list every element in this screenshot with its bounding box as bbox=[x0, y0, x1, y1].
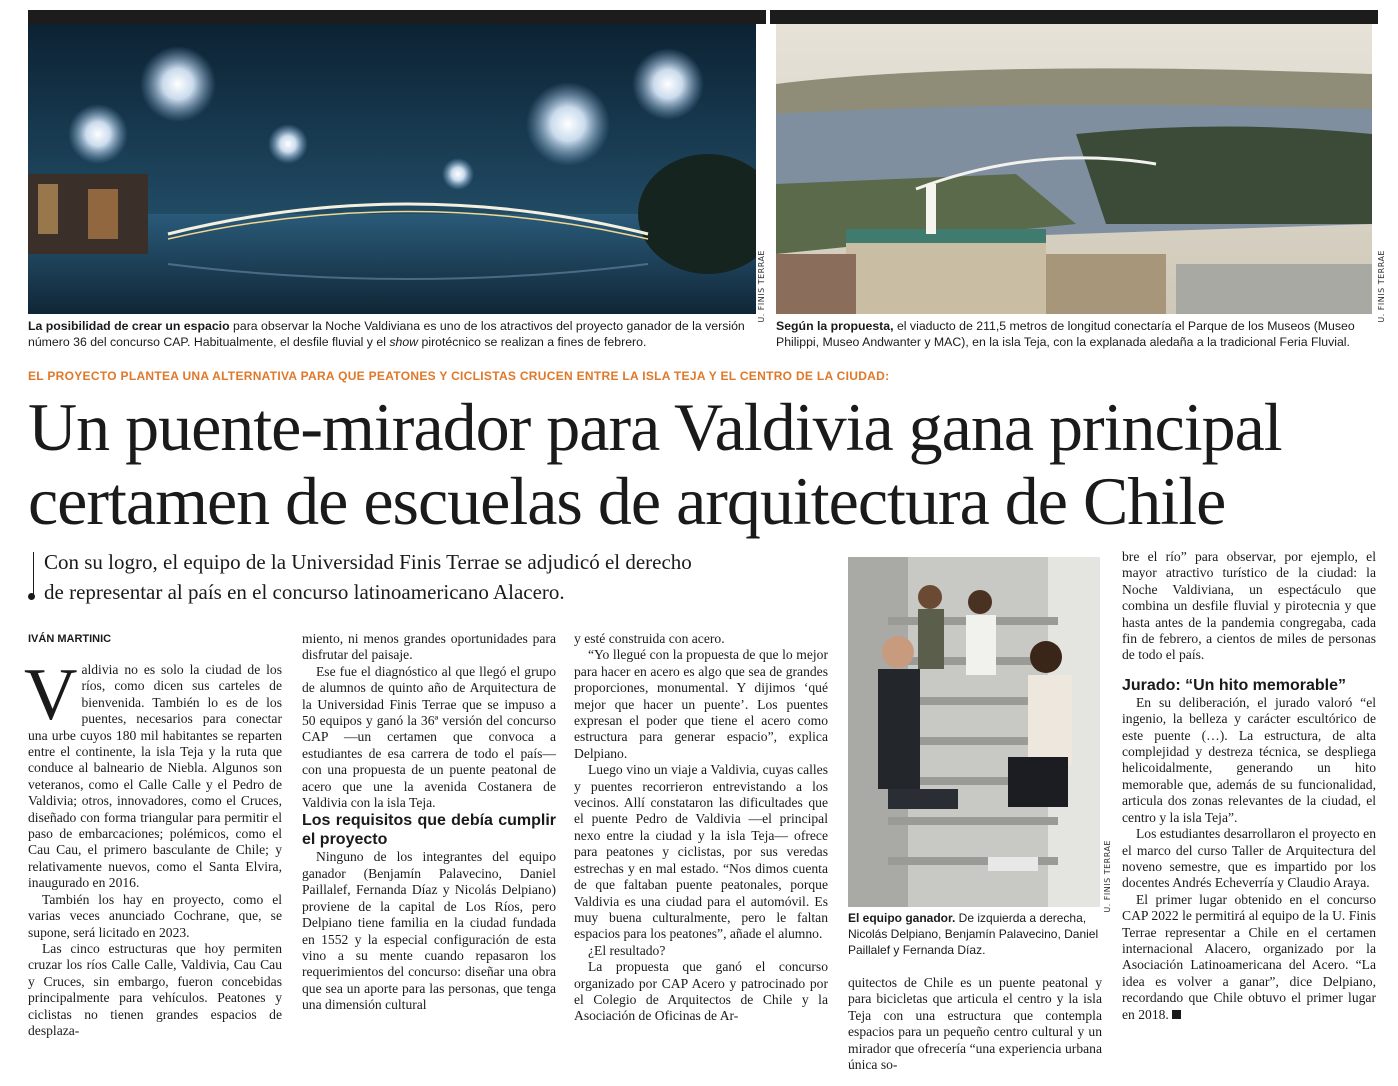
article-paragraph: “Yo llegué con la propuesta de que lo mejor para hacer en acero es algo que sea de grandes proporciones, monumental. Y dijimos ‘qué mejor que hacer un puente’. Los puentes expresan el poder que tiene el acero como estructura para generar espacio”, explica Delpiano. bbox=[574, 647, 828, 761]
team-photo-caption: El equipo ganador. De izquierda a derecha, Nicolás Delpiano, Benjamín Palavecino, Daniel Paillalef y Fernanda Díaz. bbox=[848, 911, 1099, 957]
byline: IVÁN MARTINIC bbox=[28, 633, 112, 645]
article-paragraph: La propuesta que ganó el concurso organizado por CAP Acero y patrocinado por el Colegio de Arquitectos de Chile y la Asociación de Oficinas de Ar- bbox=[574, 959, 828, 1024]
article-paragraph: quitectos de Chile es un puente peatonal y para bicicletas que articula el centro y la isla Teja con una estructura que contempla espacios para un pequeño centro cultural y un mirador que ofrecería “una experiencia urbana única so- bbox=[848, 975, 1102, 1073]
kicker: EL PROYECTO PLANTEA UNA ALTERNATIVA PARA QUE PEATONES Y CICLISTAS CRUCEN ENTRE LA ISLA TEJA Y EL CENTRO DE LA CIUDAD: bbox=[28, 369, 890, 383]
article-column-4 bbox=[848, 975, 1102, 1073]
article-paragraph: ¿El resultado? bbox=[588, 942, 666, 958]
deck-rule bbox=[33, 552, 34, 594]
article-column-1 bbox=[24, 654, 282, 1039]
deck: Con su logro, el equipo de la Universidad Finis Terrae se adjudicó el derecho de representar al país en el concurso latinoamericano Alacero. bbox=[44, 550, 692, 604]
article-paragraph: Ninguno de los integrantes del equipo ganador (Benjamín Palavecino, Daniel Paillalef, Fernanda Díaz y Nicolás Delpiano) proviene de la capital de Los Ríos, pero Delpiano tiene familia en la ciudad fundada en 1552 y la especial configuración de esta vino a su mente cuando repasaron los requerimientos del concurso: diseñar una obra que sea un aporte para las personas, que tenga una dimensión cultural bbox=[302, 849, 556, 1013]
photo-credit: U. FINIS TERRAE bbox=[757, 250, 766, 323]
article-paragraph: El primer lugar obtenido en el concurso CAP 2022 le permitirá al equipo de la U. Finis Terrae representar a Chile en el certamen internacional Alacero, organizado por la Asociación Latinoamericana del Acero. “La idea es volver a ganar”, dice Delpiano, recordando que Chile obtuvo el primer lugar en 2018. bbox=[1122, 891, 1376, 1022]
end-mark bbox=[1172, 1010, 1181, 1019]
fireworks-bridge-photo bbox=[28, 24, 756, 314]
photo-caption: Según la propuesta, el viaducto de 211,5 metros de longitud conectaría el Parque de los Museos (Museo Philippi, Museo Andwanter y MAC), en la isla Teja, con la explanada aledaña a la tradicional Feria Fluvial. bbox=[776, 319, 1355, 349]
article-paragraph: Los estudiantes desarrollaron el proyecto en el marco del curso Taller de Arquitectura del noveno semestre, que es impartido por los docentes Andrés Echeverría y Claudio Araya. bbox=[1122, 826, 1376, 891]
photo-credit: U. FINIS TERRAE bbox=[1377, 250, 1386, 323]
article-paragraph: En su deliberación, el jurado valoró “el ingenio, la belleza y carácter escultórico de este puente (…). La estructura, de alta complejidad y destreza técnica, se despliega helicoidalmente, generando un hito memorable que, además de su funcionalidad, articula dos zonas relevantes de la ciudad, el centro y la isla Teja”. bbox=[1122, 694, 1376, 825]
deck-bullet bbox=[28, 593, 35, 600]
team-photo bbox=[848, 557, 1100, 907]
article-paragraph: y esté construida con acero. bbox=[574, 631, 725, 646]
drop-cap: V bbox=[24, 654, 78, 736]
article-column-5 bbox=[1122, 549, 1376, 1023]
article-column-2 bbox=[302, 631, 556, 1014]
article-paragraph: Valdivia no es solo la ciudad de los ríos, como dicen sus carteles de bienvenida. También lo es de los puentes, necesarios para conectar una urbe cuyos 180 mil habitantes se reparten entre el continente, la isla Teja y la ruta que conduce al balneario de Niebla. Algunos son veteranos, como el Calle Calle y el Pedro de Valdivia; otros, innovadores, como el Cruces, diseñado con forma triangular para permitir el paso de embarcaciones; polémicos, como el Cau Cau, el primero basculante de Chile; y relativamente nuevos, como el Santa Elvira, inaugurado en 2016. bbox=[24, 654, 282, 891]
article-paragraph: miento, ni menos grandes oportunidades para disfrutar del paisaje. bbox=[302, 631, 556, 663]
article-paragraph: bre el río” para observar, por ejemplo, el mayor atractivo turístico de la ciudad: la Noche Valdiviana, un espectáculo que combina un desfile fluvial y pirotecnia y que hasta antes de la pandemia congregaba, cada fin de febrero, a cientos de miles de personas de todo el país. bbox=[1122, 549, 1376, 663]
article-paragraph: Las cinco estructuras que hoy permiten cruzar los ríos Calle Calle, Valdivia, Cau Cau y Cruces, sin embargo, fueron concebidas principalmente para vehículos. Peatones y ciclistas no tienen grandes espacios de desplaza- bbox=[28, 940, 282, 1038]
top-rule bbox=[28, 10, 1378, 24]
subhead: Jurado: “Un hito memorable” bbox=[1122, 676, 1347, 694]
article-paragraph: Luego vino un viaje a Valdivia, cuyas calles y puentes recorrieron entrevistando a los vecinos. Allí constataron las dificultades que el puente Pedro de Valdivia —el principal nexo entre la ciudad y la isla Teja— ofrece para peatones y ciclistas, por sus veredas estrechas y en mal estado. “Nos dimos cuenta de que faltaban puente peatonales, porque Valdivia es una ciudad para el automóvil. Es muy buena culturalmente, pero le faltan espacios para los peatones”, añade el alumno. bbox=[574, 762, 828, 942]
subhead: Los requisitos que debía cumplir el proyecto bbox=[302, 812, 556, 849]
photo-caption: La posibilidad de crear un espacio para observar la Noche Valdiviana es uno de los atractivos del proyecto ganador de la versión número 36 del concurso CAP. Habitualmente, el desfile fluvial y el show pirotécnico se realizan a fines de febrero. bbox=[28, 319, 745, 349]
headline: Un puente-mirador para Valdivia gana principal certamen de escuelas de arquitectura de Chile bbox=[28, 389, 1282, 539]
article-paragraph: También los hay en proyecto, como el varias veces anunciado Cochrane, que, se supone, será licitado en 2023. bbox=[28, 891, 282, 940]
article-column-3 bbox=[574, 631, 828, 1025]
photo-credit: U. FINIS TERRAE bbox=[1103, 840, 1112, 913]
aerial-valdivia-photo bbox=[776, 24, 1372, 314]
article-paragraph: Ese fue el diagnóstico al que llegó el grupo de alumnos de quinto año de Arquitectura de la Universidad Finis Terrae que se impuso a 50 equipos y ganó la 36ª versión del concurso CAP —un certamen que convoca a estudiantes de esa carrera de todo el país— con una propuesta de un puente peatonal de acero que une la avenida Costanera de Valdivia con la isla Teja. bbox=[302, 663, 556, 811]
